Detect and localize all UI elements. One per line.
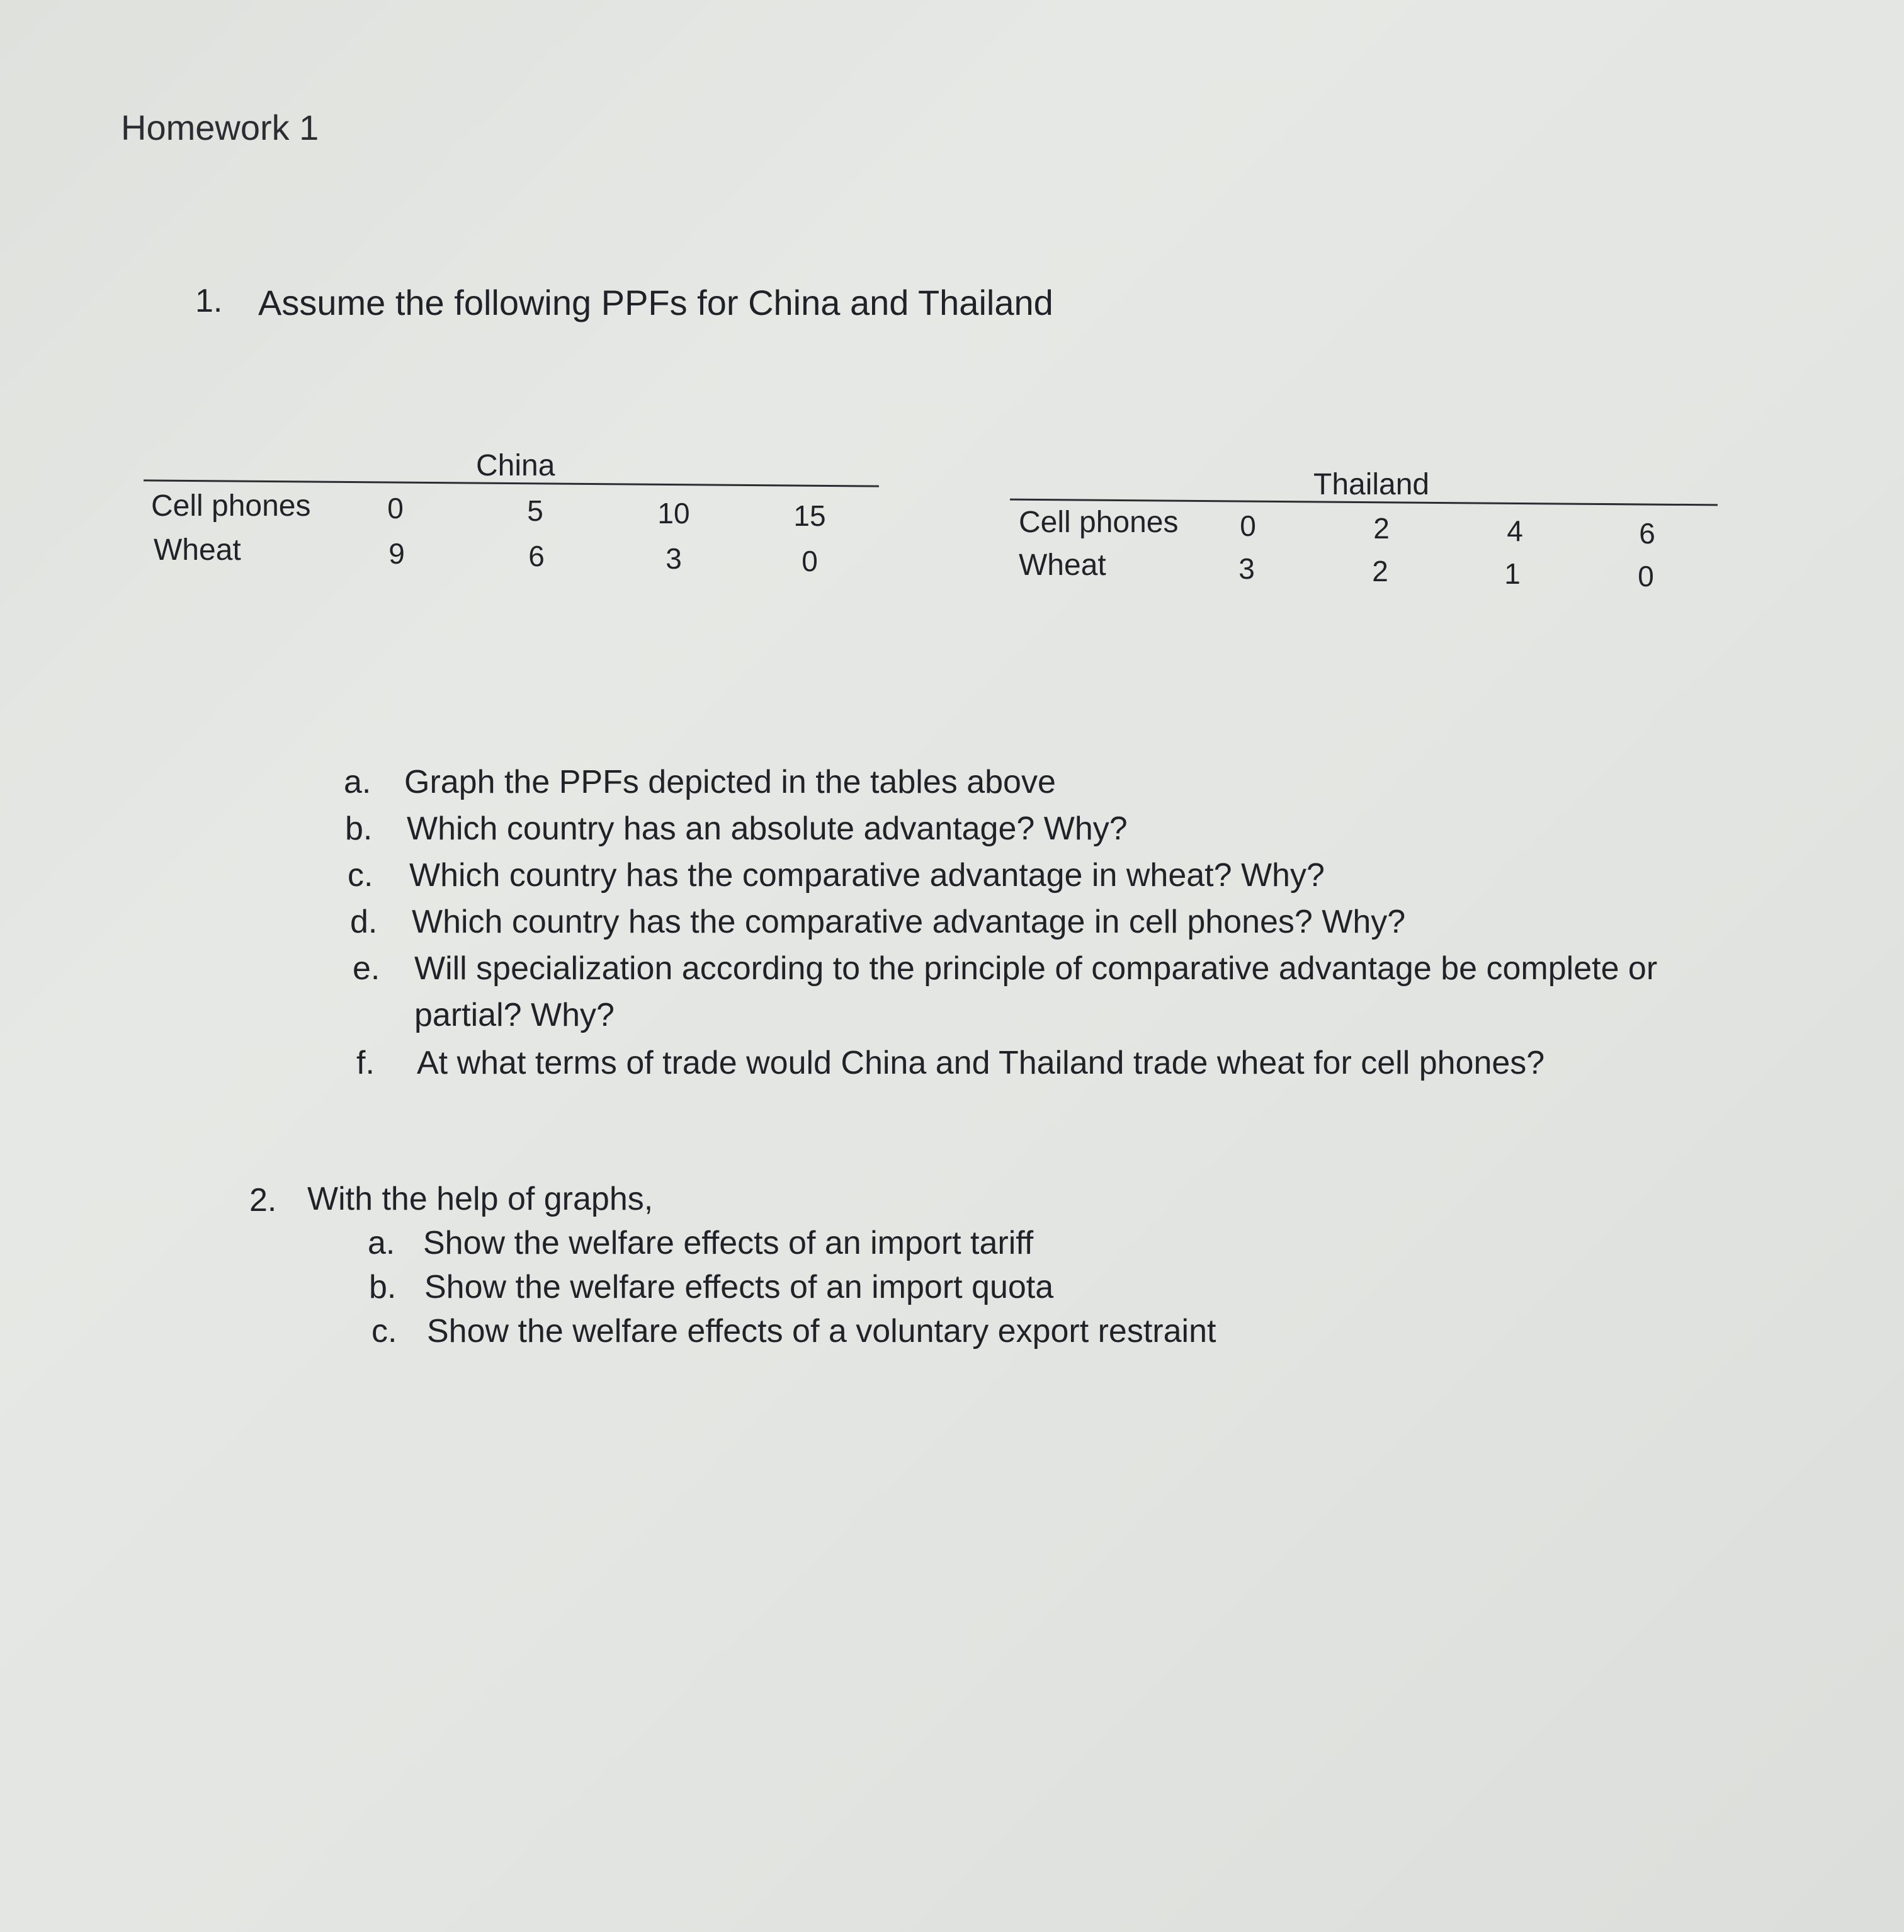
question-2-number: 2.	[249, 1182, 277, 1219]
item-text: Graph the PPFs depicted in the tables above	[404, 764, 1056, 800]
china-wheat-value: 0	[802, 545, 818, 577]
item-text: Show the welfare effects of a voluntary export restraint	[427, 1313, 1216, 1350]
china-wheat-value: 3	[666, 542, 682, 575]
item-letter: a.	[344, 764, 371, 800]
china-table-title: China	[476, 449, 555, 482]
item-letter: e.	[353, 950, 380, 987]
item-text: Which country has an absolute advantage? Why?	[407, 810, 1128, 847]
item-letter: a.	[368, 1225, 395, 1261]
thailand-wheat-value: 2	[1372, 555, 1388, 588]
thailand-cell-phones-value: 0	[1240, 509, 1256, 542]
thailand-wheat-value: 3	[1238, 552, 1255, 585]
thailand-table-title: Thailand	[1313, 468, 1430, 501]
question-1-number: 1.	[195, 283, 223, 319]
item-letter: b.	[345, 810, 373, 847]
item-text: partial? Why?	[414, 997, 615, 1033]
thailand-row-label-wheat: Wheat	[1019, 548, 1106, 582]
china-row-label-wheat: Wheat	[154, 533, 241, 567]
question-2-text: With the help of graphs,	[307, 1181, 654, 1217]
thailand-wheat-value: 0	[1638, 560, 1654, 593]
china-cell-phones-value: 0	[387, 492, 404, 525]
china-row-label-cell-phones: Cell phones	[151, 489, 311, 523]
china-wheat-value: 6	[528, 540, 545, 572]
thailand-cell-phones-value: 6	[1639, 517, 1655, 550]
item-text: Show the welfare effects of an import quota	[424, 1269, 1054, 1305]
thailand-row-label-cell-phones: Cell phones	[1019, 506, 1179, 539]
thailand-wheat-value: 1	[1504, 557, 1521, 590]
item-text: At what terms of trade would China and Thailand trade wheat for cell phones?	[417, 1045, 1545, 1081]
item-letter: c.	[371, 1313, 397, 1350]
china-cell-phones-value: 5	[527, 494, 543, 527]
item-letter: d.	[350, 904, 378, 940]
item-letter: b.	[369, 1269, 397, 1305]
item-text: Will specialization according to the principle of comparative advantage be complete or	[414, 950, 1658, 987]
item-text: Which country has the comparative advantage in cell phones? Why?	[412, 904, 1406, 940]
item-text: Which country has the comparative advantage in wheat? Why?	[409, 857, 1325, 894]
item-letter: c.	[348, 857, 373, 894]
page-title: Homework 1	[121, 108, 319, 147]
thailand-cell-phones-value: 2	[1373, 512, 1390, 545]
china-cell-phones-value: 10	[657, 497, 690, 530]
question-1-text: Assume the following PPFs for China and Thailand	[258, 283, 1053, 322]
item-text: Show the welfare effects of an import tariff	[423, 1225, 1034, 1261]
china-wheat-value: 9	[388, 537, 405, 570]
china-cell-phones-value: 15	[793, 499, 826, 532]
thailand-cell-phones-value: 4	[1507, 514, 1523, 547]
item-letter: f.	[356, 1045, 375, 1081]
